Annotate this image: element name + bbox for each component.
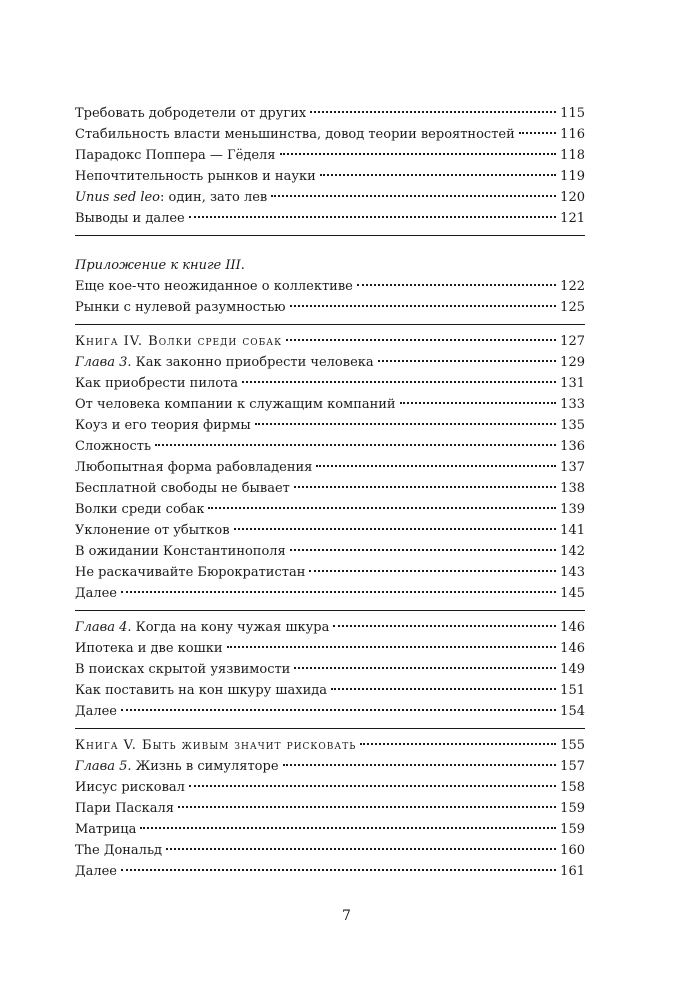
section-divider [75,235,585,236]
dot-leader [280,153,557,155]
page-number: 115 [560,106,585,121]
toc-entry: Матрица 159 [75,819,585,840]
page-number: 139 [560,502,585,517]
dot-leader [283,764,557,766]
dot-leader [242,381,556,383]
dot-leader [294,486,556,488]
page-number: 122 [560,279,585,294]
toc-entry: Еще кое-что неожиданное о коллективе 122 [75,276,585,297]
page-number: 116 [560,127,585,142]
toc-entry: Далее 161 [75,861,585,882]
toc-entry: Уклонение от убытков 141 [75,520,585,541]
toc-entry: Непочтительность рынков и науки 119 [75,166,585,187]
dot-leader [519,132,556,134]
page-number: 136 [560,439,585,454]
section-divider [75,610,585,611]
page-number: 118 [560,148,585,163]
section-divider [75,324,585,325]
book-heading: Книга V. Быть живым значит рисковать 155 [75,735,585,756]
page-number: 125 [560,300,585,315]
page-number: 121 [560,211,585,226]
dot-leader [309,570,556,572]
table-of-contents [75,103,585,882]
toc-group-book4 [75,331,585,604]
toc-entry: Требовать добродетели от других 115 [75,103,585,124]
dot-leader [333,625,556,627]
book-heading: Книга IV. Волки среди собак 127 [75,331,585,352]
page-number: 145 [560,586,585,601]
page-number: 141 [560,523,585,538]
page-number: 157 [560,759,585,774]
dot-leader [310,111,556,113]
dot-leader [121,869,556,871]
toc-entry: Пари Паскаля 159 [75,798,585,819]
page-number: 159 [560,822,585,837]
page-number: 131 [560,376,585,391]
page-number: 138 [560,481,585,496]
toc-group-book5 [75,735,585,882]
page-number: 149 [560,662,585,677]
dot-leader [290,305,557,307]
chapter-heading: Глава 3. Как законно приобрести человека 129 [75,352,585,373]
page-number: 146 [560,620,585,635]
page-number: 142 [560,544,585,559]
page-number: 133 [560,397,585,412]
dot-leader [290,549,556,551]
dot-leader [121,709,556,711]
dot-leader [121,591,556,593]
dot-leader [208,507,556,509]
dot-leader [316,465,556,467]
page-number: 143 [560,565,585,580]
page-number: 159 [560,801,585,816]
page-number: 127 [560,334,585,349]
dot-leader [255,423,557,425]
folio-page-number: 7 [342,908,351,924]
dot-leader [357,284,556,286]
toc-entry: Далее 154 [75,701,585,722]
dot-leader [234,528,557,530]
dot-leader [189,785,556,787]
chapter-heading: Глава 5. Жизнь в симуляторе 157 [75,756,585,777]
toc-entry: Рынки с нулевой разумностью 125 [75,297,585,318]
toc-entry: Сложность 136 [75,436,585,457]
dot-leader [378,360,557,362]
page-number: 155 [560,738,585,753]
dot-leader [320,174,556,176]
dot-leader [140,827,556,829]
dot-leader [360,743,556,745]
toc-entry: Выводы и далее 121 [75,208,585,229]
dot-leader [271,195,556,197]
dot-leader [166,848,556,850]
page-number: 158 [560,780,585,795]
page-number: 154 [560,704,585,719]
toc-entry: Как поставить на кон шкуру шахида 151 [75,680,585,701]
dot-leader [189,216,556,218]
page-number: 146 [560,641,585,656]
toc-entry: В ожидании Константинополя 142 [75,541,585,562]
dot-leader [286,339,556,341]
toc-entry: Ипотека и две кошки 146 [75,638,585,659]
toc-group-appendix [75,255,585,318]
page-number: 160 [560,843,585,858]
dot-leader [227,646,557,648]
toc-entry: Стабильность власти меньшинства, довод теории вероятностей 116 [75,124,585,145]
dot-leader [155,444,556,446]
toc-entry: От человека компании к служащим компаний 133 [75,394,585,415]
toc-group-chapter4 [75,617,585,722]
toc-entry: Бесплатной свободы не бывает 138 [75,478,585,499]
section-divider [75,728,585,729]
page-number: 137 [560,460,585,475]
toc-entry: The Дональд 160 [75,840,585,861]
dot-leader [294,667,556,669]
toc-entry: Как приобрести пилота 131 [75,373,585,394]
toc-entry: Не раскачивайте Бюрократистан 143 [75,562,585,583]
chapter-heading: Глава 4. Когда на кону чужая шкура 146 [75,617,585,638]
page-number: 161 [560,864,585,879]
page-number: 119 [560,169,585,184]
toc-entry: Волки среди собак 139 [75,499,585,520]
toc-entry: Иисус рисковал 158 [75,777,585,798]
dot-leader [178,806,556,808]
toc-entry: Unus sed leo: один, зато лев 120 [75,187,585,208]
dot-leader [331,688,556,690]
dot-leader [400,402,557,404]
toc-entry: Далее 145 [75,583,585,604]
toc-entry: Любопытная форма рабовладения 137 [75,457,585,478]
toc-entry: Коуз и его теория фирмы 135 [75,415,585,436]
page-number: 151 [560,683,585,698]
toc-group-book3-end [75,103,585,229]
appendix-heading: Приложение к книге III. [75,258,245,273]
toc-entry: Парадокс Поппера — Гёделя 118 [75,145,585,166]
toc-entry: В поисках скрытой уязвимости 149 [75,659,585,680]
page-number: 135 [560,418,585,433]
page-number: 120 [560,190,585,205]
page-number: 129 [560,355,585,370]
